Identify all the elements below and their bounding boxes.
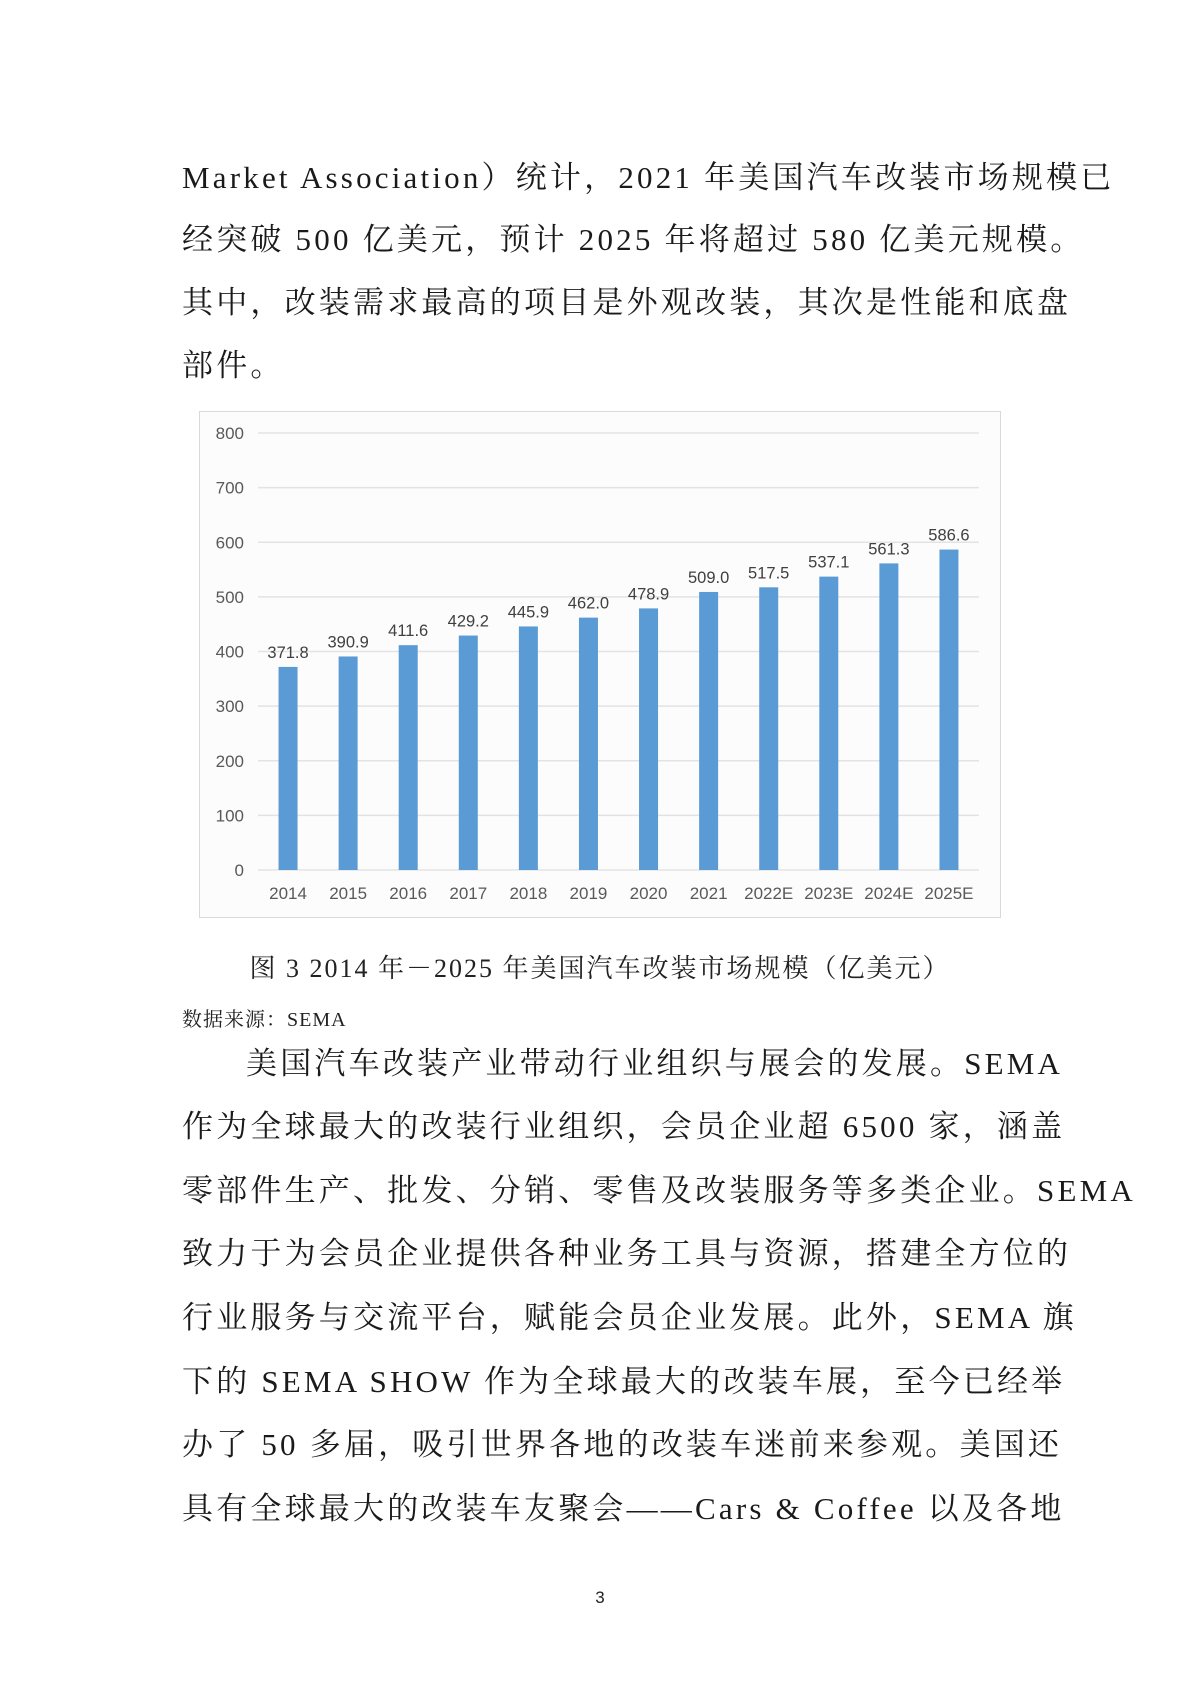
y-tick-label: 800 — [215, 424, 244, 443]
x-tick-label: 2025E — [924, 884, 974, 903]
y-tick-label: 700 — [215, 478, 244, 498]
text-line: 行业服务与交流平台，赋能会员企业发展。此外，SEMA 旗 — [182, 1300, 1077, 1335]
x-tick-label: 2024E — [864, 884, 914, 903]
x-tick-label: 2023E — [804, 884, 854, 903]
page-number: 3 — [595, 1588, 605, 1607]
text-line: 部件。 — [182, 348, 285, 383]
bar — [639, 608, 658, 870]
text-line: 下的 SEMA SHOW 作为全球最大的改装车展，至今已经举 — [182, 1364, 1066, 1399]
text-line: 零部件生产、批发、分销、零售及改装服务等多类企业。SEMA — [182, 1173, 1136, 1208]
bar-chart — [199, 411, 1001, 918]
bar-value-label: 537.1 — [808, 553, 850, 572]
bar — [879, 563, 898, 870]
bar-value-label: 445.9 — [507, 603, 550, 622]
text-line: 其中，改装需求最高的项目是外观改装，其次是性能和底盘 — [182, 285, 1072, 320]
bar — [939, 550, 958, 870]
x-tick-label: 2020 — [629, 884, 668, 903]
bar — [459, 636, 478, 870]
bar-value-label: 561.3 — [868, 540, 910, 559]
bar — [339, 656, 358, 870]
x-tick-label: 2019 — [569, 884, 608, 903]
bar-value-label: 390.9 — [327, 633, 369, 652]
text-line: 具有全球最大的改装车友聚会——Cars & Coffee 以及各地 — [182, 1491, 1065, 1526]
bar-value-label: 462.0 — [567, 594, 610, 613]
y-tick-label: 200 — [215, 751, 244, 771]
figure-caption: 图 3 2014 年－2025 年美国汽车改装市场规模（亿美元） — [249, 954, 951, 983]
x-tick-label: 2015 — [329, 884, 368, 903]
text-line: 作为全球最大的改装行业组织，会员企业超 6500 家，涵盖 — [182, 1109, 1066, 1144]
bar-value-label: 586.6 — [928, 526, 970, 545]
text-line: 致力于为会员企业提供各种业务工具与资源，搭建全方位的 — [182, 1236, 1072, 1271]
x-tick-label: 2016 — [389, 884, 428, 903]
bar-value-label: 429.2 — [447, 612, 489, 631]
bar — [759, 587, 778, 870]
bar — [699, 592, 718, 870]
chart-canvas — [200, 412, 1002, 919]
x-tick-label: 2022E — [744, 884, 794, 903]
bar-value-label: 509.0 — [687, 568, 730, 587]
x-tick-label: 2017 — [449, 884, 488, 903]
bar — [519, 626, 538, 870]
text-line: 经突破 500 亿美元，预计 2025 年将超过 580 亿美元规模。 — [182, 222, 1085, 257]
y-tick-label: 500 — [215, 587, 244, 607]
y-tick-label: 300 — [215, 697, 244, 717]
bar-value-label: 371.8 — [267, 643, 309, 662]
bar — [579, 618, 598, 870]
bar — [279, 667, 298, 870]
bar-value-label: 517.5 — [748, 564, 790, 583]
y-tick-label: 0 — [234, 861, 244, 880]
x-tick-label: 2021 — [689, 884, 728, 903]
bar — [399, 645, 418, 870]
text-line: 办了 50 多届，吸引世界各地的改装车迷前来参观。美国还 — [182, 1427, 1063, 1462]
text-line: Market Association）统计，2021 年美国汽车改装市场规模已 — [182, 160, 1115, 195]
bar — [819, 577, 838, 870]
x-tick-label: 2014 — [269, 884, 307, 903]
x-tick-label: 2018 — [509, 884, 548, 903]
y-tick-label: 400 — [215, 642, 244, 662]
bar-value-label: 411.6 — [388, 622, 429, 641]
y-tick-label: 100 — [215, 806, 244, 826]
y-tick-label: 600 — [215, 533, 244, 553]
bar-value-label: 478.9 — [627, 585, 670, 604]
data-source-note: 数据来源：SEMA — [182, 1009, 347, 1031]
text-line: 美国汽车改装产业带动行业组织与展会的发展。SEMA — [246, 1046, 1064, 1081]
